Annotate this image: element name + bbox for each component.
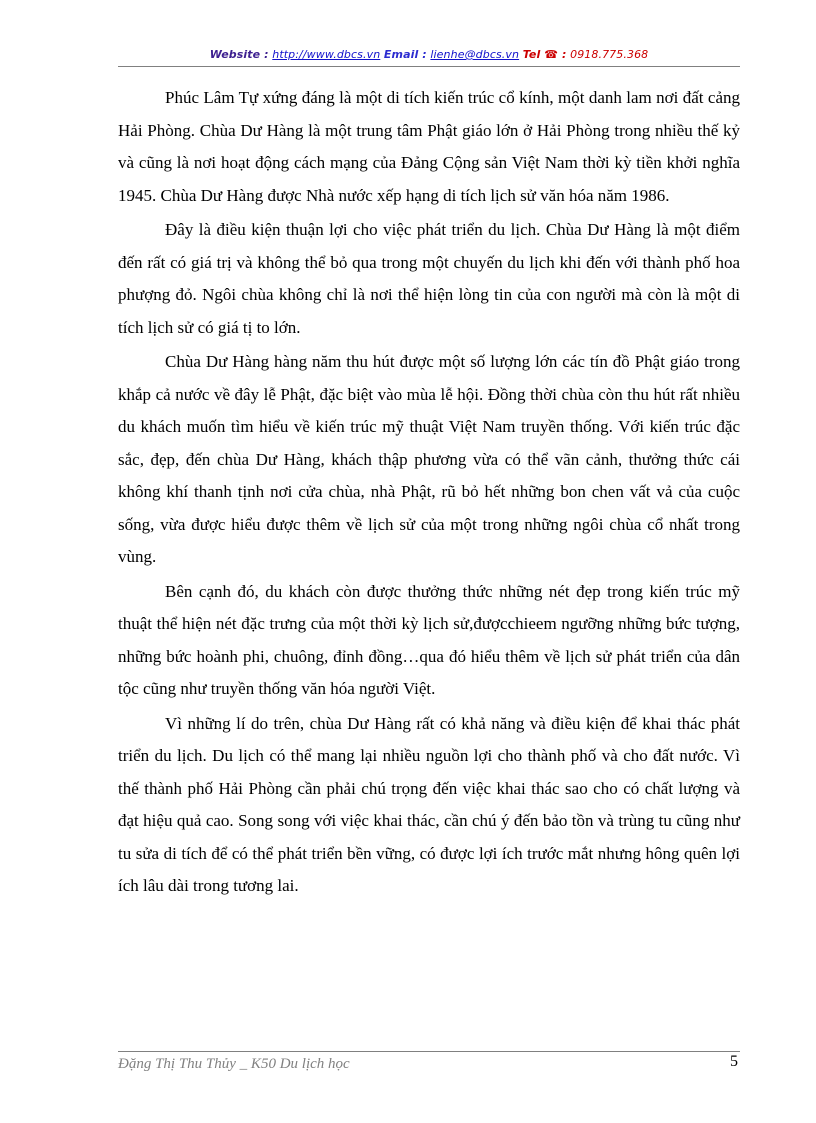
- page-header: [118, 48, 740, 61]
- tel-number: 0918.775.368: [570, 48, 649, 61]
- paragraph-5: Vì những lí do trên, chùa Dư Hàng rất có khả năng và điều kiện để khai thác phát triển du lịch. Du lịch có thể mang lại nhiều nguồn lợi cho thành phố và cho đất nước. Vì thế thành phố Hải Phòng cần phải chú trọng đến việc khai thác sao cho có chất lượng và đạt hiệu quả cao. Song song với việc khai thác, cần chú ý đến bảo tồn và trùng tu cũng như tu sửa di tích để có thể phát triển bền vững, có được lợi ích trước mắt nhưng hông quên lợi ích lâu dài trong tương lai.: [118, 713, 740, 895]
- page-number: 5: [730, 1053, 738, 1070]
- footer-divider: [118, 1051, 740, 1052]
- document-body: [118, 82, 740, 905]
- website-link[interactable]: http://www.dbcs.vn: [272, 48, 381, 61]
- paragraph-3: Chùa Dư Hàng hàng năm thu hút được một số lượng lớn các tín đồ Phật giáo trong khắp cả nước về đây lễ Phật, đặc biệt vào mùa lễ hội. Đồng thời chùa còn thu hút rất nhiều du khách muốn tìm hiểu về kiến trúc mỹ thuật Việt Nam truyền thống. Với kiến trúc đặc sắc, đẹp, đến chùa Dư Hàng, khách thập phương vừa có thể vãn cảnh, thưởng thức cái không khí thanh tịnh nơi cửa chùa, nhà Phật, rũ bỏ hết những bon chen vất vả của cuộc sống, vừa được hiểu được thêm về lịch sử của một trong những ngôi chùa cổ nhất trong vùng.: [118, 352, 740, 566]
- header-divider: [118, 66, 740, 67]
- paragraph-1: Phúc Lâm Tự xứng đáng là một di tích kiến trúc cổ kính, một danh lam nơi đất cảng Hải Phòng. Chùa Dư Hàng là một trung tâm Phật giáo lớn ở Hải Phòng trong nhiều thế kỷ và cũng là nơi hoạt động cách mạng của Đảng Cộng sản Việt Nam thời kỳ tiền khởi nghĩa 1945. Chùa Dư Hàng được Nhà nước xếp hạng di tích lịch sử văn hóa năm 1986.: [118, 88, 740, 205]
- email-link[interactable]: lienhe@dbcs.vn: [430, 48, 520, 61]
- paragraph-2: Đây là điều kiện thuận lợi cho việc phát triển du lịch. Chùa Dư Hàng là một điểm đến rất có giá trị và không thể bỏ qua trong một chuyến du lịch khi đến với thành phố hoa phượng đỏ. Ngôi chùa không chỉ là nơi thể hiện lòng tin của con người mà còn là một di tích lịch sử có giá tị to lớn.: [118, 220, 740, 337]
- footer-author: Đặng Thị Thu Thủy _ K50 Du lịch học: [118, 1056, 350, 1072]
- paragraph-4: Bên cạnh đó, du khách còn được thưởng thức những nét đẹp trong kiến trúc mỹ thuật thể hiện nét đặc trưng của một thời kỳ lịch sử,đượcchieem ngưỡng những bức tượng, những bức hoành phi, chuông, đỉnh đồng…qua đó hiểu thêm về lịch sử phát triển của dân tộc cũng như truyền thống văn hóa người Việt.: [118, 581, 740, 698]
- tel-label: Tel ☎ :: [522, 48, 567, 61]
- website-label: Website :: [209, 48, 269, 61]
- email-label: Email :: [383, 48, 427, 61]
